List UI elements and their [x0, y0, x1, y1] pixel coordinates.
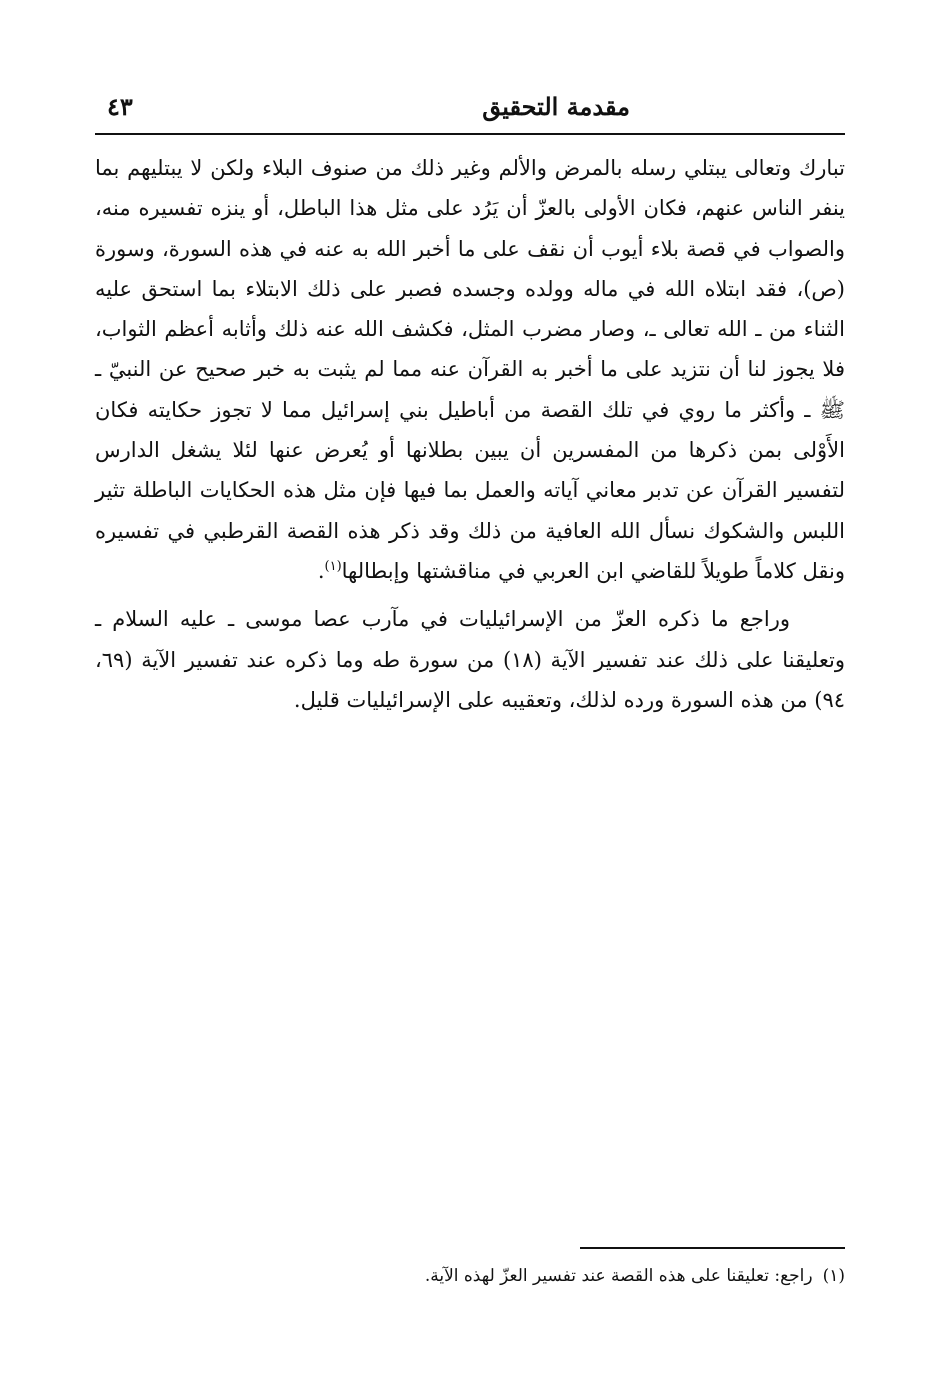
main-text: [95, 148, 845, 720]
footnote-reference[interactable]: (١): [324, 558, 342, 574]
running-title: مقدمة التحقيق: [482, 92, 630, 121]
footnote-divider: [580, 1247, 845, 1249]
paragraph: [95, 148, 845, 591]
paragraph: [95, 599, 845, 720]
paragraph-text: وراجع ما ذكره العزّ من الإسرائيليات في مآرب عصا موسى ـ عليه السلام ـ وتعليقنا على ذلك عند تفسير الآية (١٨) من سورة طه وما ذكره عند تفسير الآية (٦٩، ٩٤) من هذه السورة ورده لذلك، وتعقيبه على الإسرائيليات قليل.: [95, 607, 845, 712]
header-divider: [95, 133, 845, 135]
paragraph-text: تبارك وتعالى يبتلي رسله بالمرض والألم وغير ذلك من صنوف البلاء ولكن لا يبتليهم بما ينفر الناس عنهم، فكان الأولى بالعزّ أن يَرُد على مثل هذا الباطل، أو ينزه تفسيره منه، والصواب في قصة بلاء أيوب أن نقف على ما أخبر الله به عنه في هذه السورة، وسورة (ص)، فقد ابتلاه الله في ماله وولده وجسده فصبر على ذلك الابتلاء بما استحق عليه الثناء من ـ الله تعالى ـ، وصار مضرب المثل، فكشف الله عنه ذلك وأثابه أعظم الثواب، فلا يجوز لنا أن نتزيد على ما أخبر به القرآن عنه مما لم يثبت به خبر صحيح عن النبيّ ـ ﷺ ـ وأكثر ما روي في تلك القصة من أباطيل بني إسرائيل مما لا تجوز حكايته فكان الأَوْلى بمن ذكرها من المفسرين أن يبين بطلانها أو يُعرض عنها لئلا يشغل الدارس لتفسير القرآن عن تدبر معاني آياته والعمل بما فيها فإن مثل هذه الحكايات الباطلة تثير اللبس والشكوك نسأل الله العافية من ذلك وقد ذكر هذه القصة القرطبي في تفسيره ونقل كلاماً طويلاً للقاضي ابن العربي في مناقشتها وإبطالها: [95, 156, 845, 583]
page-number: ٤٣: [107, 92, 133, 121]
page-header: [95, 92, 845, 132]
footnote-number: (١): [822, 1266, 845, 1286]
footnote: [95, 1262, 845, 1290]
paragraph-end-mark: .: [317, 558, 325, 583]
footnote-text: راجع: تعليقنا على هذه القصة عند تفسير العزّ لهذه الآية.: [424, 1266, 813, 1286]
